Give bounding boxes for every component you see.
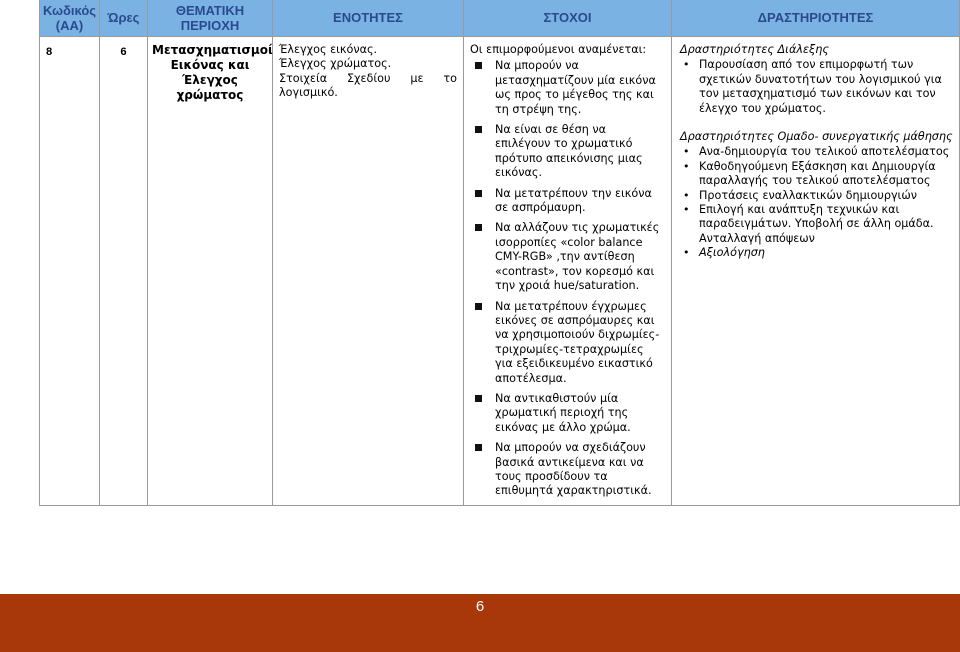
unit-word: με: [410, 71, 424, 85]
row-goals: [464, 37, 672, 506]
unit-line: Έλεγχος χρώματος.: [279, 57, 392, 71]
goal-text: Να μπορούν να μετασχηματίζουν μία εικόνα ως προς το μέγεθος της και τη στρέψη της.: [495, 59, 656, 116]
goals-intro: Οι επιμορφούμενοι αναμένεται:: [470, 43, 647, 56]
lecture-activities-list: [680, 58, 953, 116]
row-theme-line: Έλεγχος: [182, 73, 238, 87]
square-bullet-icon: [475, 62, 482, 69]
bullet-icon: •: [683, 203, 690, 217]
bullet-icon: •: [683, 246, 690, 260]
unit-word: Στοιχεία: [279, 71, 328, 85]
activity-text: Παρουσίαση από τον επιμορφωτή των σχετικών δυνατοτήτων του λογισμικού για τον μετασχηματισμό των εικόνων και τον έλεγχο του χρώματος.: [699, 58, 942, 115]
goal-text: Να αλλάζουν τις χρωματικές ισορροπίες «color balance CMY-RGB» ,την αντίθεση «contrast», τον κορεσμό και την χροιά hue/saturation.: [495, 221, 660, 293]
page-number: 6: [475, 598, 485, 615]
square-bullet-icon: [475, 224, 482, 231]
activity-item: [680, 189, 953, 203]
activity-text: Ανα-δημιουργία του τελικού αποτελέσματος: [699, 145, 950, 159]
unit-line: λογισμικό.: [279, 86, 338, 100]
row-hours: 6: [100, 37, 148, 506]
goal-item: [470, 441, 663, 499]
unit-line: Έλεγχος εικόνας.: [279, 43, 378, 56]
header-units: ΕΝΟΤΗΤΕΣ: [273, 0, 464, 37]
activity-item: [680, 145, 953, 159]
lecture-activities-title: Δραστηριότητες Διάλεξης: [680, 43, 829, 56]
group-activities-title: Δραστηριότητες Ομαδο- συνεργατικής μάθησης: [680, 130, 953, 144]
goal-item: [470, 221, 663, 293]
goal-item: [470, 59, 663, 117]
row-theme-line: Μετασχηματισμοί: [152, 43, 273, 57]
group-activities-list: [680, 145, 953, 260]
row-activities: [672, 37, 960, 506]
goal-item: [470, 392, 663, 435]
bullet-icon: •: [683, 58, 690, 72]
goal-item: [470, 187, 663, 216]
activity-text: Καθοδηγούμενη Εξάσκηση και Δημιουργία παραλλαγής του τελικού αποτελέσματος: [699, 159, 936, 188]
header-theme-line2: ΠΕΡΙΟΧΗ: [180, 17, 240, 33]
header-theme-line1: ΘΕΜΑΤΙΚΗ: [175, 2, 245, 18]
row-theme: [148, 37, 273, 506]
goals-list: [470, 59, 663, 498]
activity-text: Επιλογή και ανάπτυξη τεχνικών και παραδειγμάτων. Υποβολή σε άλλη ομάδα. Ανταλλαγή απόψεων: [699, 203, 934, 245]
bullet-icon: •: [683, 188, 690, 202]
goal-text: Να είναι σε θέση να επιλέγουν το χρωματικό πρότυπο απεικόνισης μιας εικόνας.: [495, 123, 643, 180]
activity-item: [680, 160, 953, 189]
header-theme: [148, 0, 273, 37]
unit-word: το: [443, 71, 457, 85]
row-theme-line: χρώματος: [176, 88, 244, 102]
square-bullet-icon: [475, 190, 482, 197]
square-bullet-icon: [475, 444, 482, 451]
activity-item: [680, 203, 953, 246]
header-code: [40, 0, 100, 37]
square-bullet-icon: [475, 395, 482, 402]
goal-text: Να μετατρέπουν την εικόνα σε ασπρόμαυρη.: [495, 186, 652, 215]
square-bullet-icon: [475, 126, 482, 133]
bullet-icon: •: [683, 145, 690, 159]
goal-text: Να μετατρέπουν έγχρωμες εικόνες σε ασπρόμαυρες και να χρησιμοποιούν διχρωμίες-τριχρωμίες-τετραχρωμίες για εξειδικευμένο εικαστικό αποτέλεσμα.: [495, 299, 660, 385]
bullet-icon: •: [683, 159, 690, 173]
row-code: 8: [40, 37, 100, 506]
header-hours: Ώρες: [100, 0, 148, 37]
header-code-line1: Κωδικός: [42, 2, 97, 18]
unit-line-justified: [279, 72, 457, 86]
curriculum-table: [39, 0, 960, 506]
goal-text: Να μπορούν να σχεδιάζουν βασικά αντικείμενα και να τους προσδίδουν τα επιθυμητά χαρακτηριστικά.: [495, 441, 652, 498]
activity-item: [680, 246, 953, 260]
activity-item: [680, 58, 953, 116]
goal-item: [470, 123, 663, 181]
unit-word: Σχεδίου: [346, 71, 391, 85]
row-theme-line: Εικόνας και: [170, 58, 250, 72]
row-units: [273, 37, 464, 506]
spacer: [680, 116, 953, 130]
table-row: [40, 37, 960, 506]
activity-text: Αξιολόγηση: [699, 246, 765, 260]
header-goals: ΣΤΟΧΟΙ: [464, 0, 672, 37]
table-header-row: [40, 0, 960, 37]
goal-item: [470, 300, 663, 386]
goal-text: Να αντικαθιστούν μία χρωματική περιοχή της εικόνας με άλλο χρώμα.: [495, 391, 631, 434]
header-code-line2: (ΑΑ): [55, 17, 84, 33]
square-bullet-icon: [475, 303, 482, 310]
activity-text: Προτάσεις εναλλακτικών δημιουργιών: [699, 188, 917, 202]
header-activities: ΔΡΑΣΤΗΡΙΟΤΗΤΕΣ: [672, 0, 960, 37]
page-footer: [0, 594, 960, 652]
